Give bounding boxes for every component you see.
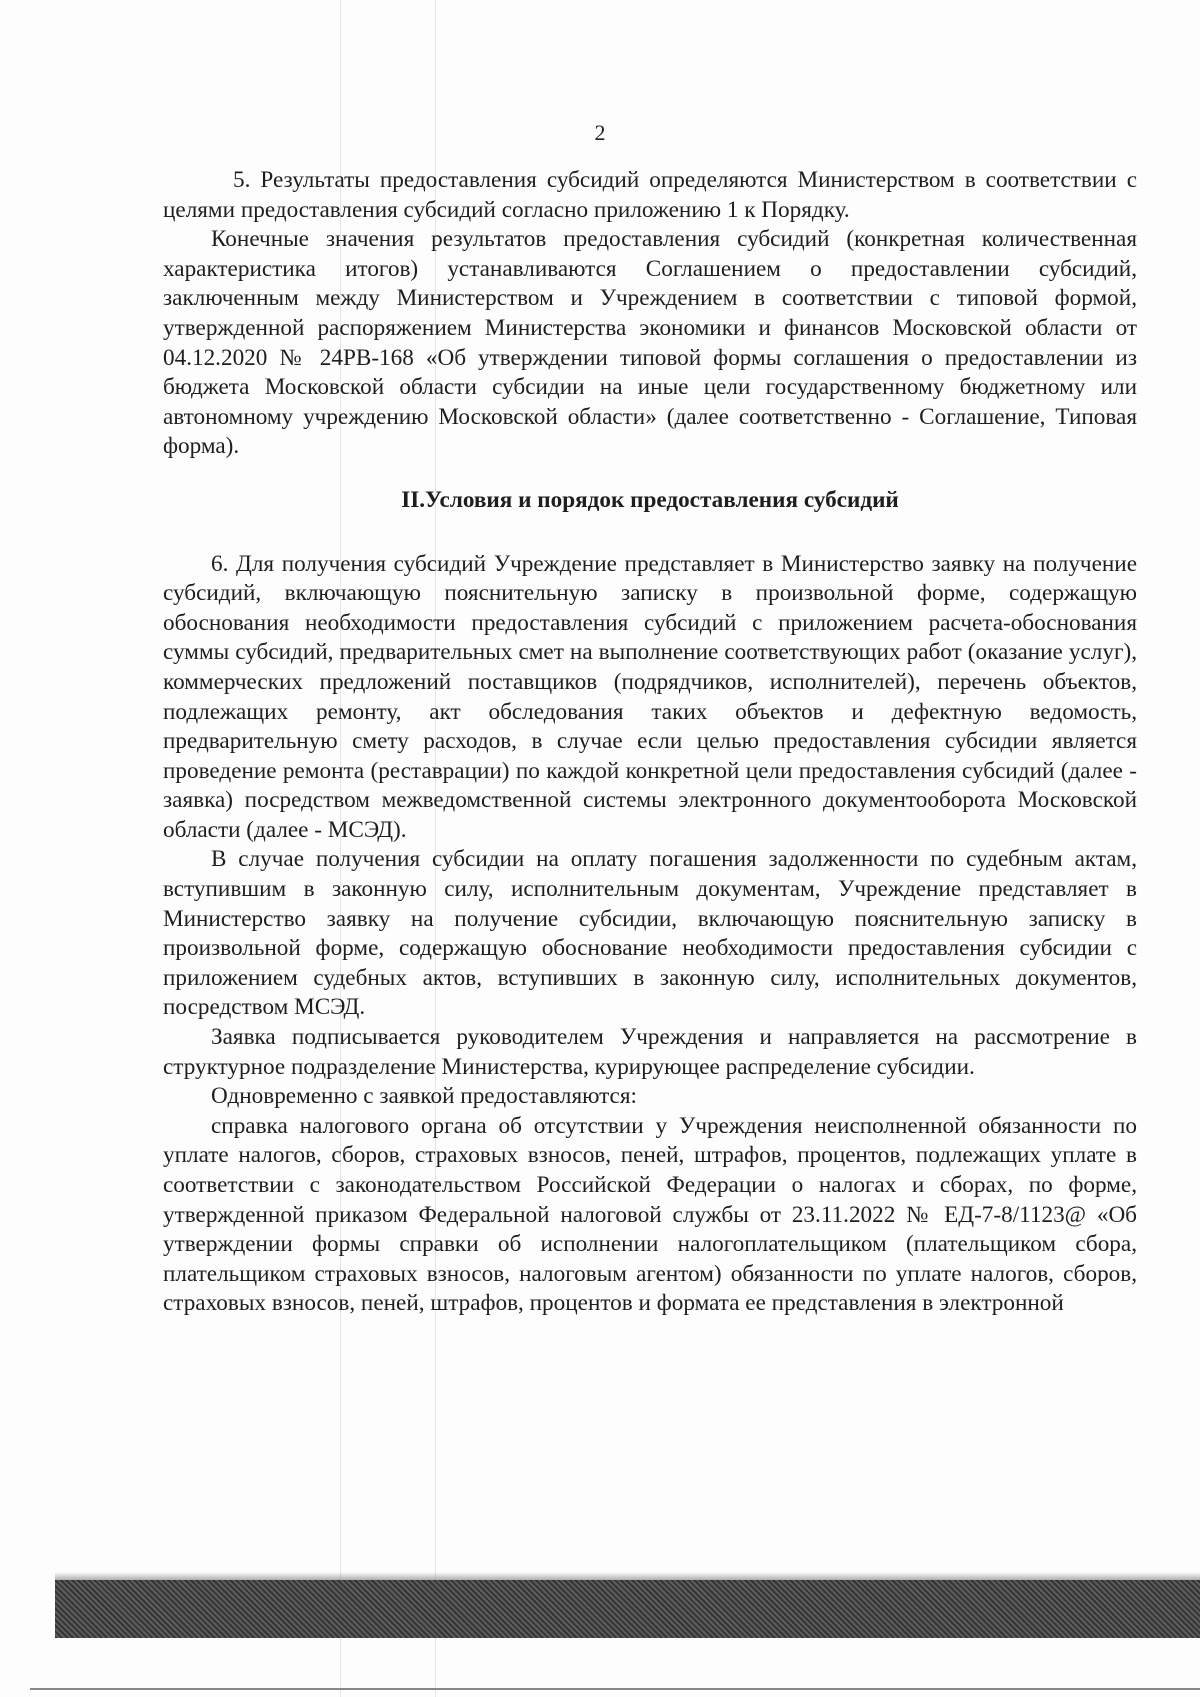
document-body: [163, 166, 1137, 1319]
paragraph: Конечные значения результатов предоставления субсидий (конкретная количественная характеристика итогов) устанавливаются Соглашением о предоставлении субсидий, заключенным между Министерством и Учреждением в соответствии с типовой формой, утвержденной распоряжением Министерства экономики и финансов Московской области от 04.12.2020 № 24РВ-168 «Об утверждении типовой формы соглашения о предоставлении из бюджета Московской области субсидии на иные цели государственному бюджетному или автономному учреждению Московской области» (далее соответственно - Соглашение, Типовая форма).: [163, 226, 1137, 460]
section-heading: II.Условия и порядок предоставления субсидий: [401, 486, 899, 513]
page-number: 2: [594, 120, 606, 145]
scan-artifact-band: [55, 1580, 1200, 1638]
paragraph: В случае получения субсидии на оплату погашения задолженности по судебным актам, вступившим в законную силу, исполнительным документам, Учреждение представляет в Министерство заявку на получение субсидии, включающую пояснительную записку в произвольной форме, содержащую обоснование необходимости предоставления субсидии с приложением судебных актов, вступивших в законную силу, исполнительных документов, посредством МСЭД.: [163, 846, 1137, 1021]
paragraph: Одновременно с заявкой предоставляются:: [211, 1083, 637, 1110]
paragraph-5: 5. Результаты предоставления субсидий определяются Министерством в соответствии с целями предоставления субсидий согласно приложению 1 к Порядку.: [163, 167, 1137, 223]
paragraph: Заявка подписывается руководителем Учреждения и направляется на рассмотрение в структурное подразделение Министерства, курирующее распределение субсидии.: [163, 1024, 1137, 1080]
paragraph-6: 6. Для получения субсидий Учреждение представляет в Министерство заявку на получение субсидий, включающую пояснительную записку в произвольной форме, содержащую обоснования необходимости предоставления субсидий с приложением расчета-обоснования суммы субсидий, предварительных смет на выполнение соответствующих работ (оказание услуг), коммерческих предложений поставщиков (подрядчиков, исполнителей), перечень объектов, подлежащих ремонту, акт обследования таких объектов и дефектную ведомость, предварительную смету расходов, в случае если целью предоставления субсидии является проведение ремонта (реставрации) по каждой конкретной цели предоставления субсидий (далее - заявка) посредством межведомственной системы электронного документооборота Московской области (далее - МСЭД).: [163, 550, 1137, 843]
page-bottom-edge: [30, 1688, 1200, 1690]
paragraph: справка налогового органа об отсутствии у Учреждения неисполненной обязанности по уплате налогов, сборов, страховых взносов, пеней, штрафов, процентов, подлежащих уплате в соответствии с законодательством Российской Федерации о налогах и сборах, по форме, утвержденной приказом Федеральной налоговой службы от 23.11.2022 № ЕД-7-8/1123@ «Об утверждении формы справки об исполнении налогоплательщиком (плательщиком сбора, плательщиком страховых взносов, налоговым агентом) обязанности по уплате налогов, сборов, страховых взносов, пеней, штрафов, процентов и формата ее представления в электронной: [163, 1112, 1137, 1317]
